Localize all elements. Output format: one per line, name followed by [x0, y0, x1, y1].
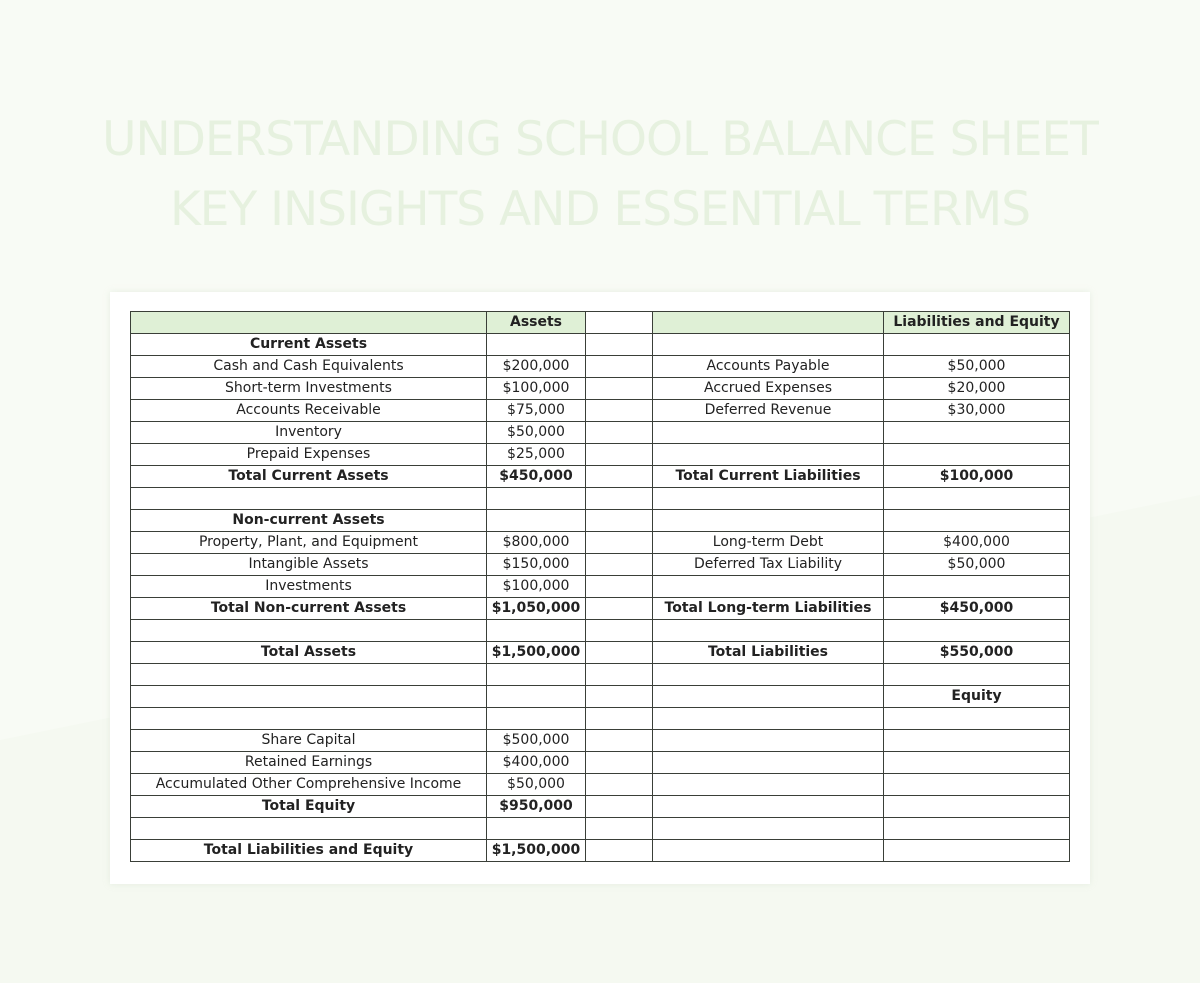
current-assets-heading: Current Assets: [131, 334, 487, 356]
asset-label: Intangible Assets: [131, 554, 487, 576]
blank-cell: [653, 334, 884, 356]
asset-value: $50,000: [487, 422, 586, 444]
table-row: [131, 818, 1070, 840]
asset-value: $150,000: [487, 554, 586, 576]
blank-cell: [884, 444, 1070, 466]
blank-cell: [884, 488, 1070, 510]
blank-cell: [586, 444, 653, 466]
blank-cell: [586, 466, 653, 488]
blank-cell: [653, 488, 884, 510]
blank-cell: [586, 752, 653, 774]
blank-cell: [131, 620, 487, 642]
table-row: [131, 488, 1070, 510]
blank-cell: [884, 510, 1070, 532]
blank-cell: [653, 444, 884, 466]
table-row: [131, 752, 1070, 774]
table-row: [131, 774, 1070, 796]
header-row: [131, 312, 1070, 334]
blank-cell: [586, 356, 653, 378]
liability-value: $400,000: [884, 532, 1070, 554]
equity-value: $50,000: [487, 774, 586, 796]
asset-label: Short-term Investments: [131, 378, 487, 400]
liabilities-equity-header: Liabilities and Equity: [884, 312, 1070, 334]
table-row: [131, 620, 1070, 642]
asset-label: Cash and Cash Equivalents: [131, 356, 487, 378]
table-row: [131, 576, 1070, 598]
blank-cell: [884, 840, 1070, 862]
liability-value: $30,000: [884, 400, 1070, 422]
asset-value: $100,000: [487, 576, 586, 598]
liability-value: $50,000: [884, 356, 1070, 378]
table-row: [131, 532, 1070, 554]
blank-cell: [586, 532, 653, 554]
liability-value: $20,000: [884, 378, 1070, 400]
blank-cell: [884, 752, 1070, 774]
blank-cell: [586, 422, 653, 444]
blank-cell: [653, 774, 884, 796]
total-liabilities-and-equity-value: $1,500,000: [487, 840, 586, 862]
blank-cell: [586, 730, 653, 752]
blank-cell: [653, 422, 884, 444]
equity-label: Share Capital: [131, 730, 487, 752]
total-liabilities-label: Total Liabilities: [653, 642, 884, 664]
blank-cell: [884, 576, 1070, 598]
blank-cell: [653, 708, 884, 730]
total-current-liabilities-label: Total Current Liabilities: [653, 466, 884, 488]
blank-cell: [131, 664, 487, 686]
liability-value: $50,000: [884, 554, 1070, 576]
equity-value: $500,000: [487, 730, 586, 752]
table-row: [131, 444, 1070, 466]
table-row: [131, 598, 1070, 620]
balance-sheet-table: [130, 311, 1070, 862]
blank-cell: [131, 818, 487, 840]
blank-cell: [884, 730, 1070, 752]
total-current-assets-value: $450,000: [487, 466, 586, 488]
asset-label: Investments: [131, 576, 487, 598]
blank-cell: [586, 774, 653, 796]
liability-label: Accounts Payable: [653, 356, 884, 378]
total-noncurrent-assets-value: $1,050,000: [487, 598, 586, 620]
page-title-line-1: UNDERSTANDING SCHOOL BALANCE SHEET: [102, 112, 1098, 167]
table-row: [131, 840, 1070, 862]
table-row: [131, 642, 1070, 664]
table-row: [131, 554, 1070, 576]
blank-cell: [586, 400, 653, 422]
blank-cell: [653, 664, 884, 686]
blank-cell: [487, 620, 586, 642]
blank-cell: [487, 686, 586, 708]
table-row: [131, 510, 1070, 532]
blank-cell: [586, 686, 653, 708]
total-assets-label: Total Assets: [131, 642, 487, 664]
blank-cell: [586, 576, 653, 598]
blank-cell: [586, 312, 653, 334]
blank-cell: [586, 378, 653, 400]
total-longterm-liabilities-label: Total Long-term Liabilities: [653, 598, 884, 620]
blank-cell: [586, 796, 653, 818]
asset-value: $800,000: [487, 532, 586, 554]
total-current-assets-label: Total Current Assets: [131, 466, 487, 488]
blank-cell: [653, 730, 884, 752]
table-row: [131, 378, 1070, 400]
blank-cell: [653, 686, 884, 708]
header-blank-cell: [131, 312, 487, 334]
blank-cell: [653, 620, 884, 642]
table-row: [131, 708, 1070, 730]
total-assets-value: $1,500,000: [487, 642, 586, 664]
liability-label: Deferred Revenue: [653, 400, 884, 422]
blank-cell: [131, 686, 487, 708]
blank-cell: [653, 576, 884, 598]
noncurrent-assets-heading: Non-current Assets: [131, 510, 487, 532]
blank-cell: [884, 334, 1070, 356]
table-row: [131, 466, 1070, 488]
blank-cell: [487, 510, 586, 532]
blank-cell: [653, 818, 884, 840]
asset-value: $100,000: [487, 378, 586, 400]
table-row: [131, 664, 1070, 686]
asset-value: $200,000: [487, 356, 586, 378]
liability-label: Deferred Tax Liability: [653, 554, 884, 576]
total-longterm-liabilities-value: $450,000: [884, 598, 1070, 620]
equity-label: Retained Earnings: [131, 752, 487, 774]
table-row: [131, 334, 1070, 356]
liability-label: Long-term Debt: [653, 532, 884, 554]
total-equity-value: $950,000: [487, 796, 586, 818]
total-liabilities-and-equity-label: Total Liabilities and Equity: [131, 840, 487, 862]
page-title-line-2: KEY INSIGHTS AND ESSENTIAL TERMS: [169, 182, 1031, 237]
blank-cell: [884, 774, 1070, 796]
blank-cell: [586, 488, 653, 510]
blank-cell: [586, 620, 653, 642]
equity-value: $400,000: [487, 752, 586, 774]
blank-cell: [884, 818, 1070, 840]
equity-heading: Equity: [884, 686, 1070, 708]
blank-cell: [884, 620, 1070, 642]
blank-cell: [586, 554, 653, 576]
table-row: [131, 356, 1070, 378]
asset-label: Prepaid Expenses: [131, 444, 487, 466]
blank-cell: [653, 840, 884, 862]
total-current-liabilities-value: $100,000: [884, 466, 1070, 488]
table-row: [131, 400, 1070, 422]
assets-header: Assets: [487, 312, 586, 334]
blank-cell: [487, 488, 586, 510]
blank-cell: [653, 752, 884, 774]
blank-cell: [586, 642, 653, 664]
blank-cell: [884, 796, 1070, 818]
liability-label: Accrued Expenses: [653, 378, 884, 400]
blank-cell: [884, 708, 1070, 730]
blank-cell: [884, 422, 1070, 444]
blank-cell: [586, 708, 653, 730]
asset-label: Accounts Receivable: [131, 400, 487, 422]
asset-label: Property, Plant, and Equipment: [131, 532, 487, 554]
blank-cell: [487, 664, 586, 686]
table-row: [131, 422, 1070, 444]
blank-cell: [586, 598, 653, 620]
asset-value: $25,000: [487, 444, 586, 466]
blank-cell: [586, 334, 653, 356]
blank-cell: [586, 510, 653, 532]
blank-cell: [487, 818, 586, 840]
blank-cell: [884, 664, 1070, 686]
blank-cell: [131, 488, 487, 510]
equity-label: Accumulated Other Comprehensive Income: [131, 774, 487, 796]
blank-cell: [653, 796, 884, 818]
blank-cell: [653, 510, 884, 532]
total-liabilities-value: $550,000: [884, 642, 1070, 664]
blank-cell: [586, 818, 653, 840]
blank-cell: [586, 840, 653, 862]
asset-label: Inventory: [131, 422, 487, 444]
table-row: [131, 730, 1070, 752]
header-blank-cell: [653, 312, 884, 334]
blank-cell: [487, 708, 586, 730]
blank-cell: [586, 664, 653, 686]
table-row: [131, 796, 1070, 818]
blank-cell: [487, 334, 586, 356]
table-row: [131, 686, 1070, 708]
total-equity-label: Total Equity: [131, 796, 487, 818]
blank-cell: [131, 708, 487, 730]
total-noncurrent-assets-label: Total Non-current Assets: [131, 598, 487, 620]
asset-value: $75,000: [487, 400, 586, 422]
